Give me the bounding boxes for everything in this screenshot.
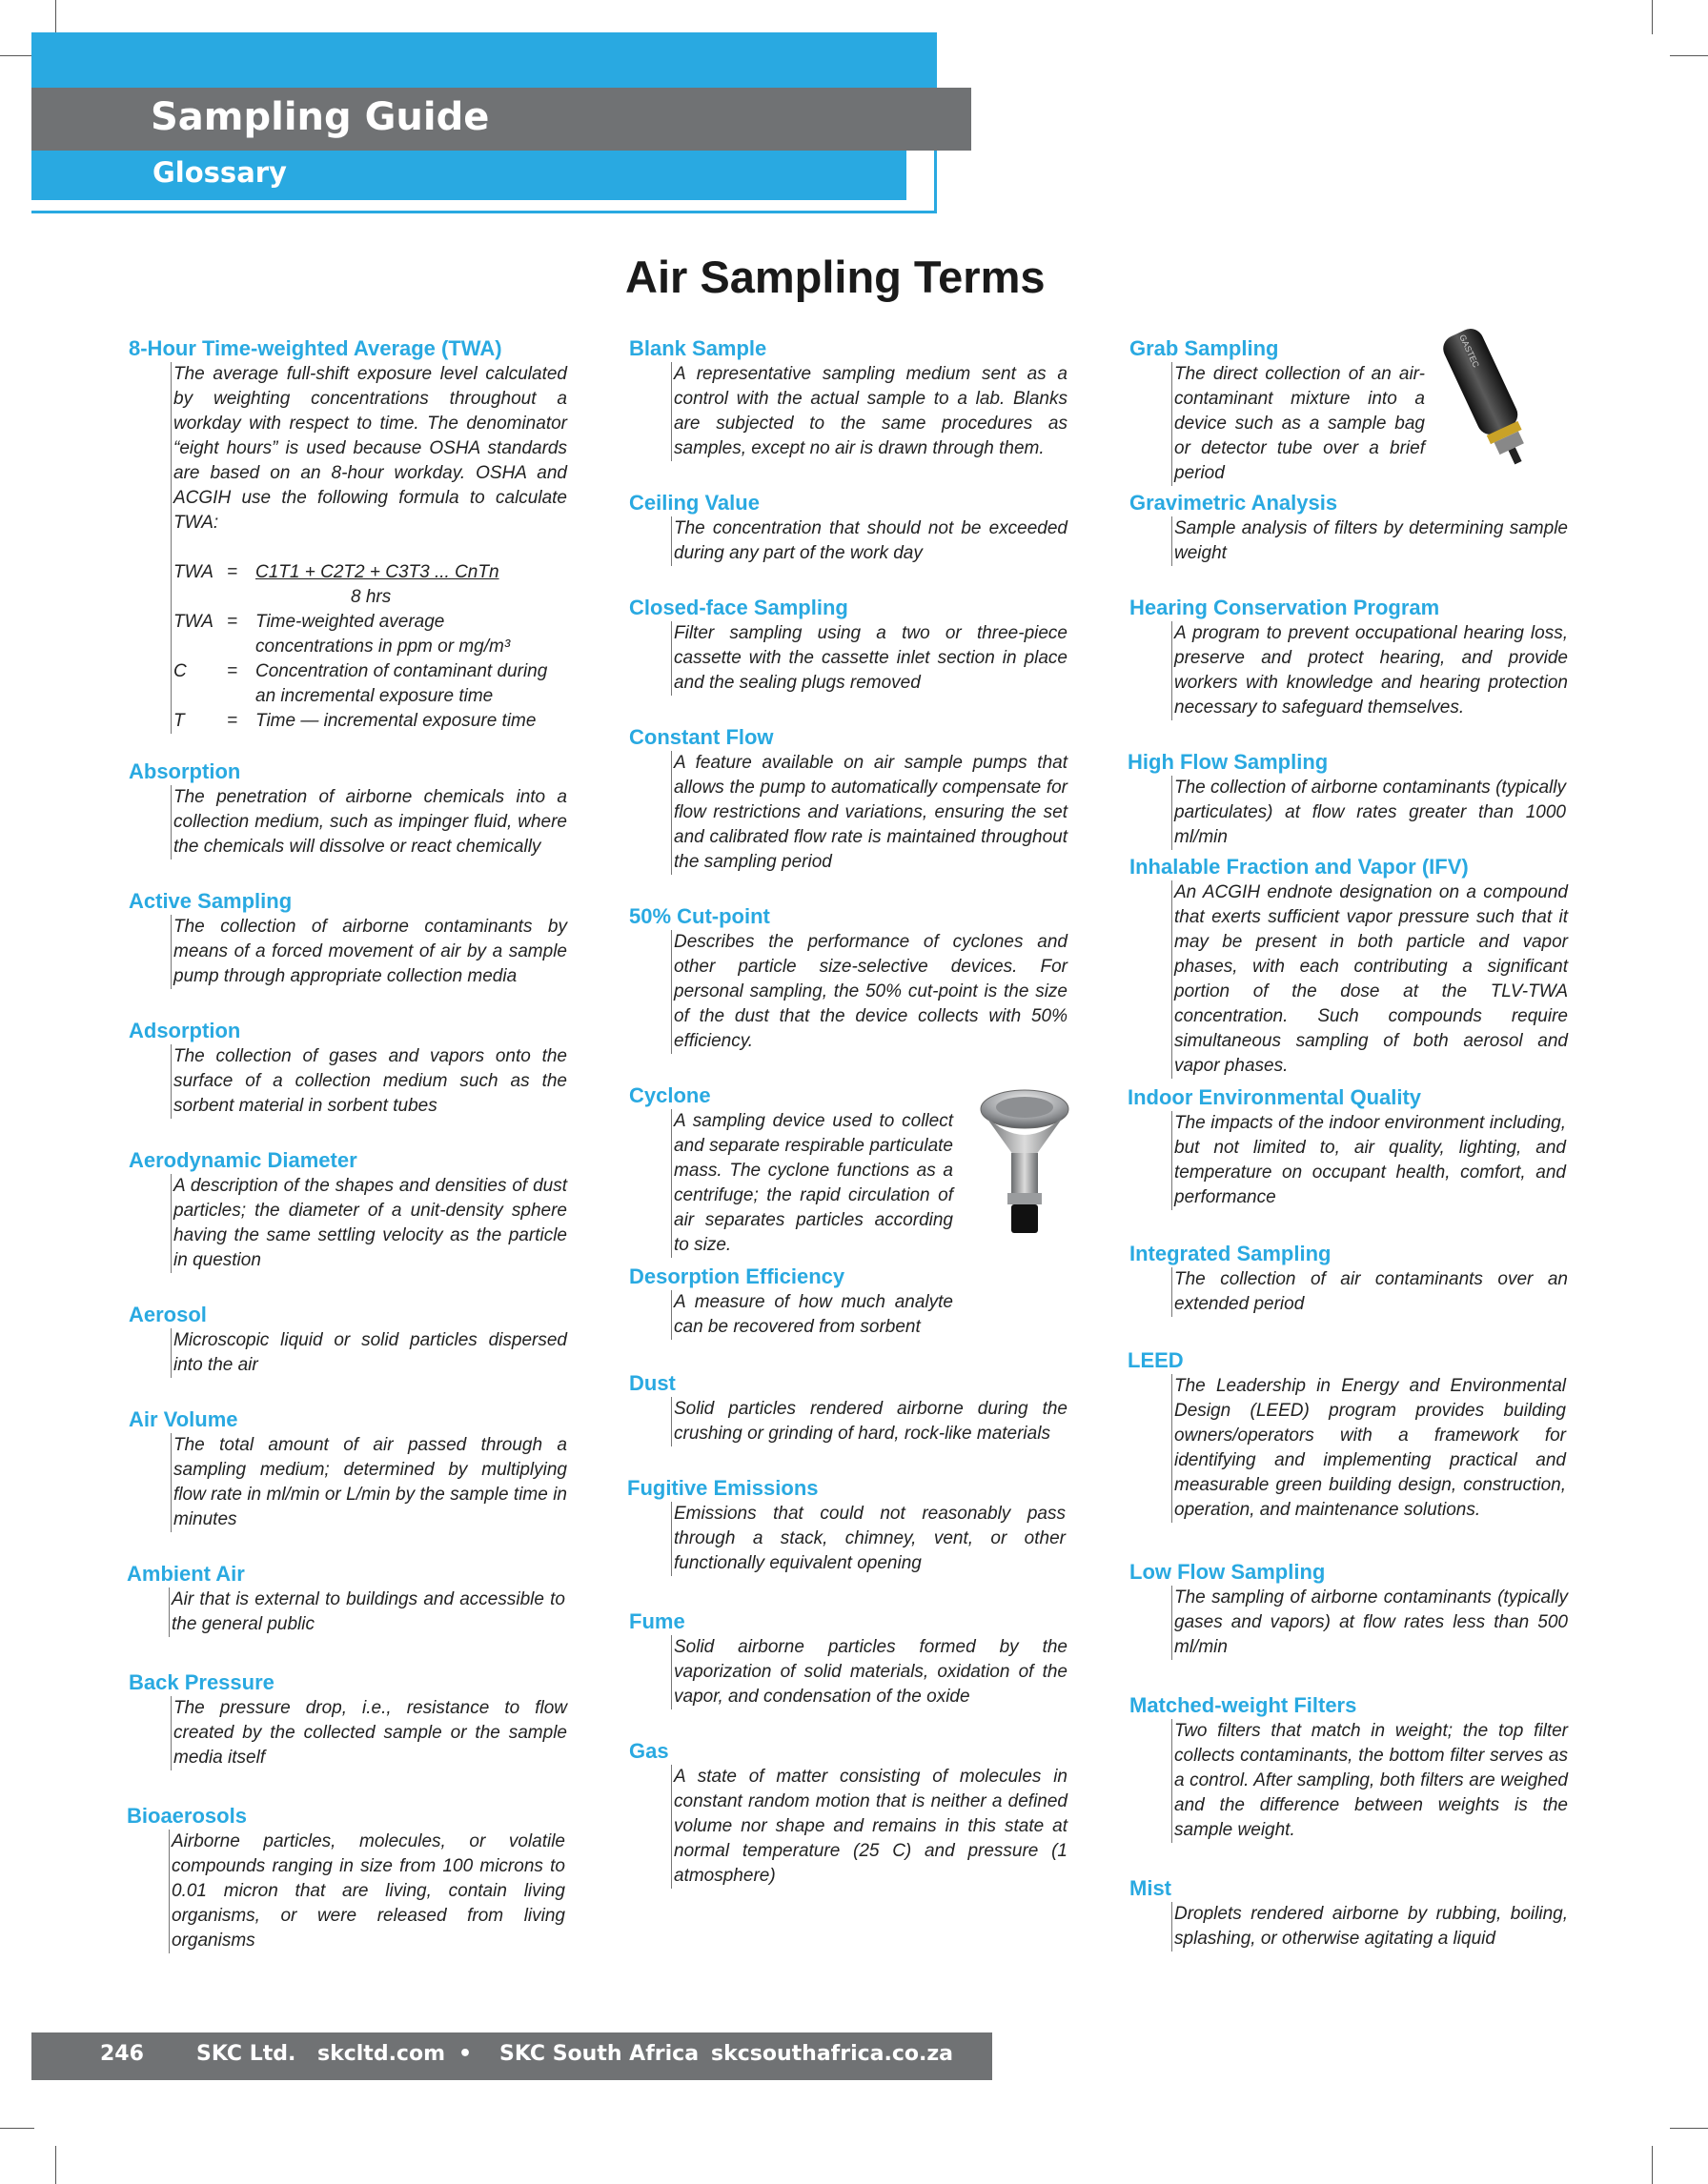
term-heading: Grab Sampling [1129, 336, 1279, 360]
term-definition: A description of the shapes and densities of dust particles; the diameter of a unit-density sphere having the same settling velocity as the particle in question [173, 1176, 567, 1270]
glossary-term [129, 1147, 567, 1273]
crop-mark [1670, 2128, 1708, 2129]
term-definition: Emissions that could not reasonably pass through a stack, chimney, vent, or other functionally equivalent opening [674, 1504, 1066, 1573]
cyclone-image [977, 1088, 1072, 1236]
glossary-term [1129, 595, 1568, 720]
glossary-term [1129, 1559, 1568, 1660]
term-heading: Desorption Efficiency [629, 1264, 845, 1288]
term-definition: Air that is external to buildings and accessible to the general public [172, 1589, 565, 1634]
term-definition: The penetration of airborne chemicals into a collection medium, such as impinger fluid, where the chemicals will dissolve or react chemically [173, 787, 567, 857]
term-heading: Fugitive Emissions [627, 1476, 819, 1500]
def-equals: = [227, 661, 238, 681]
glossary-term [629, 490, 1068, 566]
crop-mark [1652, 0, 1653, 34]
footer-company: SKC South Africa [499, 2042, 700, 2066]
footer-link[interactable]: skcltd.com [317, 2042, 446, 2066]
glossary-term [1129, 1875, 1568, 1951]
glossary-term [1129, 490, 1568, 566]
term-heading: Adsorption [129, 1019, 241, 1042]
glossary-term-twa [129, 335, 567, 734]
term-definition: A measure of how much analyte can be recovered from sorbent [674, 1292, 953, 1337]
term-definition: The concentration that should not be exceeded during any part of the work day [674, 518, 1068, 563]
term-heading: Inhalable Fraction and Vapor (IFV) [1129, 855, 1469, 879]
term-heading: Aerodynamic Diameter [129, 1148, 357, 1172]
term-definition: The direct collection of an air-contaminant mixture into a device such as a sample bag or detector tube over a brief period [1174, 364, 1425, 483]
term-definition: Filter sampling using a two or three-piece cassette with the cassette inlet section in place and the sealing plugs removed [674, 623, 1068, 693]
footer-company: SKC Ltd. [196, 2042, 296, 2066]
def-equals: = [227, 612, 238, 632]
header-title: Sampling Guide [151, 95, 490, 139]
term-heading: 50% Cut-point [629, 904, 770, 928]
term-definition: Droplets rendered airborne by rubbing, boiling, splashing, or otherwise agitating a liquid [1174, 1904, 1568, 1949]
term-heading: Active Sampling [129, 889, 293, 913]
formula-denominator: 8 hrs [351, 587, 392, 607]
glossary-term [627, 1475, 1066, 1576]
def-symbol: T [173, 711, 185, 731]
glossary-term [129, 1669, 567, 1770]
def-text: Time-weighted average concentrations in ppm or mg/m³ [255, 612, 511, 657]
term-definition: Solid airborne particles formed by the vaporization of solid materials, oxidation of the vapor, and condensation of the oxide [674, 1637, 1068, 1707]
glossary-term [127, 1803, 565, 1953]
def-text: Concentration of contaminant during an incremental exposure time [255, 661, 548, 706]
crop-mark [55, 2146, 56, 2184]
def-symbol: TWA [173, 612, 214, 632]
term-heading: 8-Hour Time-weighted Average (TWA) [129, 336, 502, 360]
glossary-term [1128, 1347, 1566, 1523]
term-definition: The average full-shift exposure level calculated by weighting concentrations throughout a workday with respect to time. The denominator “eight hours” is used because OSHA standards are based on an 8-hour workday. OSHA and ACGIH use the following formula to calculate TWA: [173, 364, 567, 533]
glossary-term [629, 903, 1068, 1054]
term-heading: Bioaerosols [127, 1804, 247, 1828]
brand-text: GASTEC [1457, 333, 1481, 370]
crop-mark [1670, 55, 1708, 56]
glossary-term [129, 1406, 567, 1532]
term-definition: The collection of air contaminants over an extended period [1174, 1269, 1568, 1314]
glossary-term [629, 1608, 1068, 1709]
def-symbol: C [173, 661, 187, 681]
glossary-term [1128, 749, 1566, 850]
footer-bar [31, 2032, 992, 2080]
term-definition: A state of matter consisting of molecules in constant random motion that is neither a defined volume nor shape and remains in this state at normal temperature (25 C) and pressure (1 atmosphere) [674, 1767, 1068, 1886]
term-definition: The pressure drop, i.e., resistance to flow created by the collected sample or the sample media itself [173, 1698, 567, 1768]
glossary-term [129, 758, 567, 859]
def-text: Time — incremental exposure time [255, 711, 537, 731]
crop-mark [1652, 2146, 1653, 2184]
term-heading: Constant Flow [629, 725, 774, 749]
crop-mark [55, 0, 56, 34]
glossary-term [127, 1561, 565, 1637]
term-heading: Fume [629, 1609, 685, 1633]
term-heading: LEED [1128, 1348, 1184, 1372]
term-definition: Solid particles rendered airborne during the crushing or grinding of hard, rock-like materials [674, 1399, 1068, 1444]
glossary-term [129, 1018, 567, 1119]
crop-mark [0, 2128, 34, 2129]
twa-formula [172, 560, 567, 734]
term-definition: The collection of airborne contaminants by means of a forced movement of air by a sample pump through appropriate collection media [173, 917, 567, 986]
term-definition: The collection of gases and vapors onto the surface of a collection medium such as the sorbent material in sorbent tubes [173, 1046, 567, 1116]
term-heading: Matched-weight Filters [1129, 1693, 1357, 1717]
glossary-term [1128, 1084, 1566, 1210]
glossary-term [629, 1738, 1068, 1889]
term-heading: Ambient Air [127, 1562, 245, 1586]
term-heading: Hearing Conservation Program [1129, 596, 1440, 619]
term-heading: Low Flow Sampling [1129, 1560, 1326, 1584]
footer-separator: • [458, 2042, 473, 2066]
glossary-term [629, 1264, 1068, 1340]
term-definition: Describes the performance of cyclones and other particle size-selective devices. For personal sampling, the 50% cut-point is the size of the dust that the device collects with 50% efficiency. [674, 932, 1068, 1051]
term-definition: The impacts of the indoor environment including, but not limited to, air quality, lighting, and temperature on occupant health, comfort, and performance [1174, 1113, 1566, 1207]
term-heading: Ceiling Value [629, 491, 760, 515]
glossary-term [1129, 1241, 1568, 1317]
formula-numerator: C1T1 + C2T2 + C3T3 ... CnTn [255, 562, 499, 582]
detector-tube-pump-image [1430, 319, 1544, 472]
glossary-term [129, 1302, 567, 1378]
term-definition: The collection of airborne contaminants (typically particulates) at flow rates greater than 1000 ml/min [1174, 778, 1566, 847]
footer-link[interactable]: skcsouthafrica.co.za [711, 2042, 954, 2066]
term-definition: Two filters that match in weight; the top filter collects contaminants, the bottom filter serves as a control. After sampling, both filters are weighed and the difference between weights is the sample weight. [1174, 1721, 1568, 1840]
term-heading: Integrated Sampling [1129, 1242, 1332, 1265]
term-heading: Back Pressure [129, 1670, 274, 1694]
formula-symbol: TWA [173, 562, 214, 582]
term-heading: Blank Sample [629, 336, 767, 360]
term-heading: Air Volume [129, 1407, 238, 1431]
glossary-term [1129, 1692, 1568, 1843]
crop-mark [0, 55, 34, 56]
term-definition: A sampling device used to collect and separate respirable particulate mass. The cyclone functions as a centrifuge; the rapid circulation of air separates particles according to size. [674, 1111, 953, 1255]
term-heading: Gas [629, 1739, 669, 1763]
page-number: 246 [100, 2042, 144, 2066]
term-definition: A feature available on air sample pumps that allows the pump to automatically compensate for flow restrictions and variations, ensuring the set and calibrated flow rate is maintained throughout the sampling period [674, 753, 1068, 872]
term-definition: The sampling of airborne contaminants (typically gases and vapors) at flow rates less than 500 ml/min [1174, 1587, 1568, 1657]
glossary-term [1129, 854, 1568, 1079]
glossary-term [629, 595, 1068, 696]
header-subtitle: Glossary [152, 156, 287, 189]
term-heading: High Flow Sampling [1128, 750, 1329, 774]
header-band-top [31, 32, 937, 88]
term-definition: An ACGIH endnote designation on a compound that exerts sufficient vapor pressure such that it may be present in both particle and vapor phases, with each contributing a significant portion of the dose at the TLV-TWA concentration. Such compounds require simultaneous sampling of both aerosol and vapor phases. [1174, 882, 1568, 1076]
term-definition: The Leadership in Energy and Environmental Design (LEED) program provides building owners/operators with a framework for identifying and implementing practical and measurable green building design, construction, operation, and maintenance solutions. [1174, 1376, 1566, 1520]
glossary-term [129, 888, 567, 989]
term-heading: Absorption [129, 759, 241, 783]
term-heading: Closed-face Sampling [629, 596, 848, 619]
term-heading: Aerosol [129, 1303, 207, 1326]
term-definition: Sample analysis of filters by determining sample weight [1174, 518, 1568, 563]
term-heading: Indoor Environmental Quality [1128, 1085, 1422, 1109]
term-definition: A representative sampling medium sent as a control with the actual sample to a lab. Blanks are subjected to the same procedures as samples, except no air is drawn through them. [674, 364, 1068, 458]
term-heading: Dust [629, 1371, 676, 1395]
glossary-term [629, 335, 1068, 461]
glossary-term [629, 1370, 1068, 1446]
glossary-term [629, 724, 1068, 875]
term-definition: Microscopic liquid or solid particles dispersed into the air [173, 1330, 567, 1375]
term-definition: A program to prevent occupational hearing loss, preserve and protect hearing, and provide workers with knowledge and hearing protection necessary to safeguard themselves. [1174, 623, 1568, 718]
term-heading: Cyclone [629, 1083, 711, 1107]
term-definition: Airborne particles, molecules, or volatile compounds ranging in size from 100 microns to 0.01 micron that are living, contain living organisms, or were released from living organisms [172, 1831, 565, 1951]
term-heading: Gravimetric Analysis [1129, 491, 1338, 515]
term-heading: Mist [1129, 1876, 1171, 1900]
term-definition: The total amount of air passed through a sampling medium; determined by multiplying flow rate in ml/min or L/min by the sample time in minutes [173, 1435, 567, 1529]
formula-equals: = [227, 562, 238, 582]
page-title: Air Sampling Terms [625, 252, 1046, 302]
def-equals: = [227, 711, 238, 731]
